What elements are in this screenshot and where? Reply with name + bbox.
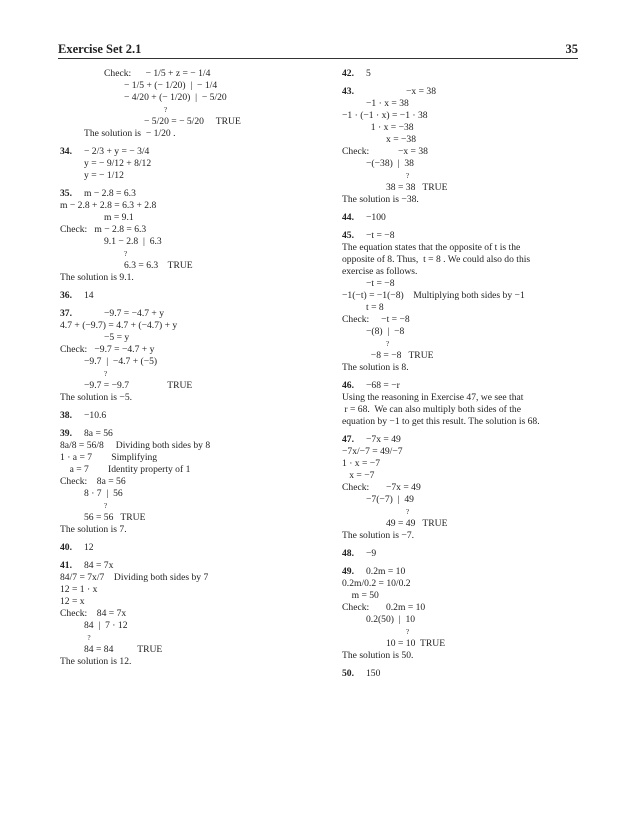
exercise-line [60,200,322,212]
exercise-line [342,566,582,578]
line-text: 14 [84,290,94,301]
exercise-number: 45. [342,230,354,241]
exercise-line [342,122,582,134]
exercise [60,68,322,140]
exercise-line [342,416,582,428]
line-text: The solution is −7. [342,530,415,541]
exercise-line [60,356,322,368]
line-text: ? [84,634,91,642]
exercise-line [60,80,322,92]
line-text: The solution is 7. [60,524,127,535]
line-text: m − 2.8 = 6.3 [84,188,136,199]
exercise-line [342,506,582,518]
exercise-line [60,410,322,422]
exercise-number: 42. [342,68,354,79]
right-column [342,68,582,686]
exercise-line [60,632,322,644]
exercise [60,308,322,404]
exercise-line [60,116,322,128]
line-text: ? [406,628,410,636]
exercise-number: 39. [60,428,72,439]
line-text: a = 7 Identity property of 1 [60,464,191,475]
line-text: −8 = −8 TRUE [366,350,434,361]
exercise-number: 34. [60,146,72,157]
line-text: Check: − 1/5 + z = − 1/4 [104,68,211,79]
line-text: Check: 8a = 56 [60,476,126,487]
exercise-line [60,428,322,440]
exercise-number: 36. [60,290,72,301]
line-text: Check: 84 = 7x [60,608,127,619]
line-text: 0.2m = 10 [366,566,406,577]
exercise-line [60,272,322,284]
exercise-line [60,224,322,236]
line-text: The solution is −5. [60,392,133,403]
line-text: − 4/20 + (− 1/20) | − 5/20 [124,92,227,103]
exercise-line [60,332,322,344]
exercise-line [342,338,582,350]
exercise-line [342,350,582,362]
exercise-line [60,308,322,320]
line-text: 1 · x = −7 [342,458,381,469]
exercise-line [60,146,322,158]
exercise-line [60,380,322,392]
line-text: r = 68. We can also multiply both sides of the [342,404,521,415]
line-text: −9 [366,548,377,559]
exercise-line [60,596,322,608]
exercise-number: 50. [342,668,354,679]
line-text: 8a = 56 [84,428,113,439]
exercise [342,68,582,80]
exercise-line [342,146,582,158]
exercise [60,410,322,422]
exercise [342,548,582,560]
line-text: −7x = 49 [366,434,401,445]
exercise-line [60,608,322,620]
line-text: −68 = −r [366,380,400,391]
exercise-line [342,362,582,374]
line-text: The solution is 8. [342,362,409,373]
exercise [60,146,322,182]
exercise [60,290,322,302]
line-text: 8a/8 = 56/8 Dividing both sides by 8 [60,440,211,451]
exercise-line [342,170,582,182]
exercise-number: 35. [60,188,72,199]
exercise-line [342,530,582,542]
line-text: − 2/3 + y = − 3/4 [84,146,150,157]
exercise-line [342,434,582,446]
line-text: 84 | 7 · 12 [84,620,128,631]
exercise-line [60,212,322,224]
line-text: The solution is − 1/20 . [84,128,176,139]
exercise-line [342,380,582,392]
line-text: 0.2(50) | 10 [366,614,416,625]
line-text: 9.1 − 2.8 | 6.3 [104,236,162,247]
line-text: 1 · a = 7 Simplifying [60,452,158,463]
line-text: −1(−t) = −1(−8) Multiplying both sides by −1 [342,290,525,301]
exercise-number: 47. [342,434,354,445]
line-text: y = − 1/12 [84,170,124,181]
line-text: −9.7 | −4.7 + (−5) [84,356,158,367]
line-text: ? [104,502,108,510]
exercise-line [342,278,582,290]
exercise-line [342,458,582,470]
exercise-number: 49. [342,566,354,577]
line-text: m = 9.1 [104,212,134,223]
exercise [342,434,582,542]
exercise-line [342,314,582,326]
exercise-line [342,158,582,170]
exercise-line [342,650,582,662]
line-text: x = −38 [386,134,417,145]
exercise-line [342,590,582,602]
exercise-line [342,602,582,614]
exercise-line [342,494,582,506]
line-text: m − 2.8 + 2.8 = 6.3 + 2.8 [60,200,157,211]
exercise-number: 43. [342,86,354,97]
exercise-number: 38. [60,410,72,421]
line-text: x = −7 [342,470,375,481]
line-text: ? [406,508,410,516]
exercise-line [342,68,582,80]
exercise-number: 48. [342,548,354,559]
exercise-line [60,476,322,488]
exercise-line [60,188,322,200]
exercise-line [342,242,582,254]
line-text: 84 = 7x [84,560,114,571]
exercise [342,86,582,206]
exercise-number: 40. [60,542,72,553]
line-text: 12 = 1 · x [60,584,98,595]
line-text: 84 = 84 TRUE [84,644,163,655]
line-text: Check: −x = 38 [342,146,428,157]
exercise [60,542,322,554]
exercise [60,560,322,668]
line-text: The solution is −38. [342,194,419,205]
exercise-line [342,326,582,338]
line-text: Check: m − 2.8 = 6.3 [60,224,147,235]
exercise-line [342,518,582,530]
line-text: Using the reasoning in Exercise 47, we see that [342,392,524,403]
line-text: −100 [366,212,386,223]
exercise-line [342,482,582,494]
exercise-line [60,344,322,356]
line-text: − 1/5 + (− 1/20) | − 1/4 [124,80,218,91]
line-text: −10.6 [84,410,107,421]
line-text: 12 = x [60,596,85,607]
exercise-line [60,170,322,182]
line-text: Check: −9.7 = −4.7 + y [60,344,155,355]
exercise-line [60,542,322,554]
line-text: 8 · 7 | 56 [84,488,123,499]
line-text: 84/7 = 7x/7 Dividing both sides by 7 [60,572,209,583]
exercise-line [60,368,322,380]
line-text: −7x/−7 = 49/−7 [342,446,403,457]
line-text: −9.7 = −9.7 TRUE [84,380,193,391]
line-text: −1 · (−1 · x) = −1 · 38 [342,110,428,121]
exercise [342,380,582,428]
line-text: ? [124,250,128,258]
exercise-line [60,524,322,536]
line-text: y = − 9/12 + 8/12 [84,158,152,169]
page-number: 35 [565,42,578,56]
exercise-line [342,212,582,224]
line-text: −x = 38 [406,86,437,97]
exercise-number: 37. [60,308,72,319]
exercise-line [342,302,582,314]
exercise-line [60,452,322,464]
line-text: 150 [366,668,381,679]
line-text: 5 [366,68,371,79]
exercise-line [60,620,322,632]
line-text: t = 8 [366,302,384,313]
exercise-line [60,440,322,452]
exercise-line [60,320,322,332]
exercise-line [60,158,322,170]
line-text: 6.3 = 6.3 TRUE [124,260,193,271]
exercise [60,428,322,536]
exercise-line [342,86,582,98]
line-text: Check: 0.2m = 10 [342,602,426,613]
exercise-line [60,464,322,476]
line-text: The equation states that the opposite of t is the [342,242,521,253]
exercise-line [60,236,322,248]
exercise-line [342,470,582,482]
line-text: equation by −1 to get this result. The solution is 68. [342,416,540,427]
exercise-line [342,290,582,302]
section-title: Exercise Set 2.1 [58,42,142,56]
exercise-line [60,656,322,668]
exercise-number: 44. [342,212,354,223]
exercise-line [60,392,322,404]
line-text: −(−38) | 38 [366,158,414,169]
exercise [342,230,582,374]
exercise-line [60,512,322,524]
line-text: 49 = 49 TRUE [386,518,448,529]
line-text: ? [386,340,390,348]
line-text: −t = −8 [366,278,395,289]
line-text: ? [104,370,108,378]
exercise-line [60,500,322,512]
line-text: ? [164,106,168,114]
line-text: 38 = 38 TRUE [386,182,448,193]
line-text: 1 · x = −38 [366,122,414,133]
exercise-line [60,644,322,656]
line-text: Check: −7x = 49 [342,482,421,493]
exercise-number: 46. [342,380,354,391]
exercise-line [342,98,582,110]
exercise-line [60,260,322,272]
left-column [60,68,322,674]
line-text: The solution is 12. [60,656,132,667]
exercise-line [342,254,582,266]
line-text: 56 = 56 TRUE [84,512,146,523]
exercise-line [60,92,322,104]
line-text: − 5/20 = − 5/20 TRUE [144,116,241,127]
exercise-line [60,572,322,584]
line-text: −5 = y [104,332,130,343]
exercise-line [342,668,582,680]
line-text: ? [406,172,410,180]
exercise-line [60,584,322,596]
line-text: −7(−7) | 49 [366,494,414,505]
exercise-line [342,638,582,650]
line-text: −1 · x = 38 [366,98,409,109]
exercise [342,668,582,680]
exercise-line [60,488,322,500]
line-text: 0.2m/0.2 = 10/0.2 [342,578,411,589]
exercise-line [342,266,582,278]
exercise-line [342,626,582,638]
exercise-line [342,194,582,206]
exercise-line [342,134,582,146]
exercise-line [60,68,322,80]
line-text: 12 [84,542,94,553]
exercise-line [342,548,582,560]
exercise [342,566,582,662]
exercise-line [342,392,582,404]
line-text: exercise as follows. [342,266,418,277]
exercise-line [342,578,582,590]
exercise-line [60,560,322,572]
line-text: Check: −t = −8 [342,314,410,325]
exercise-line [342,446,582,458]
line-text: The solution is 9.1. [60,272,134,283]
line-text: The solution is 50. [342,650,414,661]
exercise-line [342,110,582,122]
exercise-line [342,614,582,626]
exercise-line [60,248,322,260]
exercise-line [342,182,582,194]
exercise [60,188,322,284]
line-text: −9.7 = −4.7 + y [104,308,165,319]
line-text: −(8) | −8 [366,326,405,337]
exercise-line [342,230,582,242]
exercise-number: 41. [60,560,72,571]
exercise-line [60,290,322,302]
line-text: m = 50 [342,590,379,601]
line-text: 4.7 + (−9.7) = 4.7 + (−4.7) + y [60,320,178,331]
exercise-line [60,128,322,140]
exercise-line [342,404,582,416]
exercise [342,212,582,224]
line-text: opposite of 8. Thus, t = 8 . We could also do this [342,254,531,265]
line-text: −t = −8 [366,230,395,241]
exercise-line [60,104,322,116]
line-text: 10 = 10 TRUE [386,638,446,649]
page-header [58,42,578,59]
